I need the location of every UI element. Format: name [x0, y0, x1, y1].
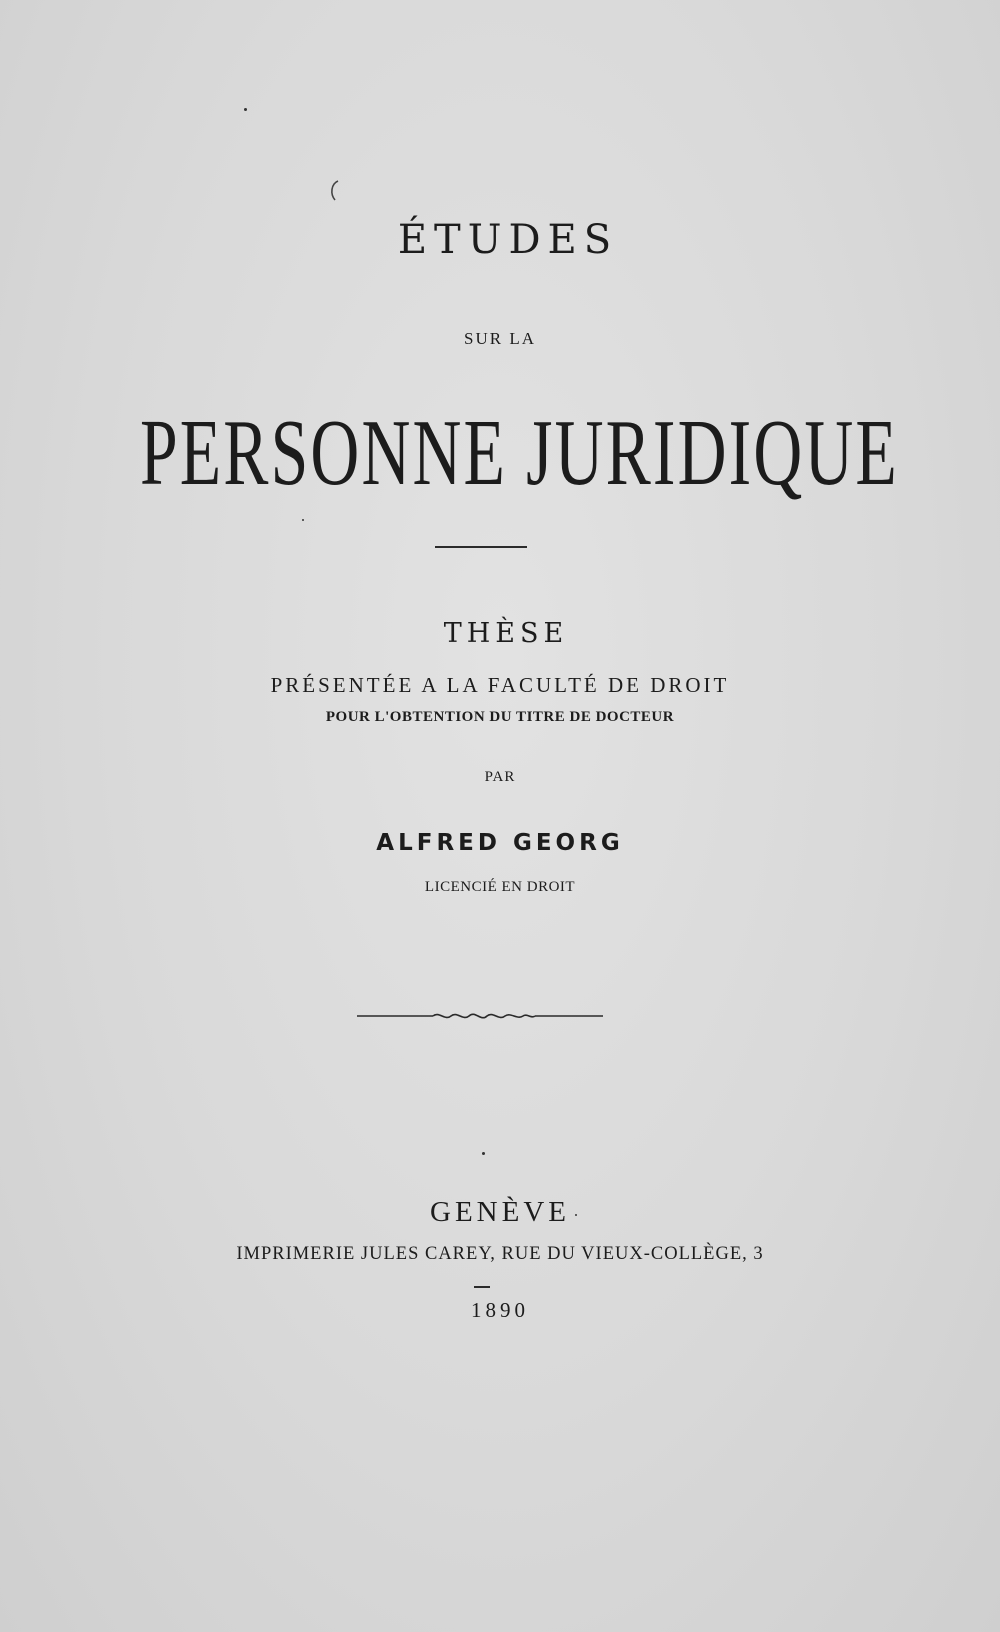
author-qualification: LICENCIÉ EN DROIT: [424, 879, 576, 895]
year-dash: [474, 1286, 490, 1288]
subtitle-connector: SUR LA: [464, 329, 536, 348]
presented-to-line: PRÉSENTÉE A LA FACULTÉ DE DROIT: [270, 673, 730, 697]
publication-year: 1890: [471, 1298, 529, 1322]
main-title: PERSONNE JURIDIQUE: [140, 401, 899, 505]
publication-city: GENÈVE: [430, 1196, 570, 1228]
degree-purpose-line: POUR L'OBTENTION DU TITRE DE DOCTEUR: [325, 709, 675, 725]
paper-speck: [302, 519, 304, 521]
ornamental-divider: [355, 1007, 605, 1025]
pencil-mark: [326, 178, 344, 204]
paper-speck: [575, 1214, 577, 1216]
series-title: ÉTUDES: [397, 217, 619, 263]
title-rule: [435, 546, 527, 548]
paper-speck: [482, 1152, 485, 1155]
paper-speck: [244, 108, 247, 111]
by-line: PAR: [484, 769, 516, 785]
printer-address: IMPRIMERIE JULES CAREY, RUE DU VIEUX-COLLÈGE, 3: [236, 1244, 764, 1264]
author-name: ALFRED GEORG: [376, 830, 624, 856]
thesis-heading: THÈSE: [443, 618, 569, 649]
